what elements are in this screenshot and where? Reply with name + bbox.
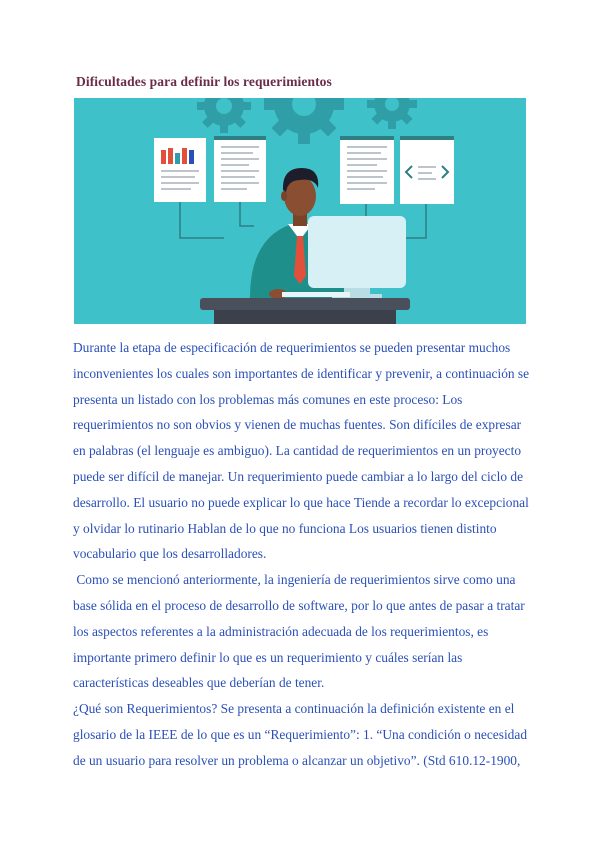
text-line: de un usuario para resolver un problema o alcanzar un objetivo”. (Std 610.12-1900,: [73, 752, 521, 768]
text-line: Como se mencionó anteriormente, la ingeniería de requerimientos sirve como una: [73, 572, 516, 588]
developer-illustration: [74, 98, 526, 324]
text-line: ¿Qué son Requerimientos? Se presenta a continuación la definición existente en el: [73, 701, 515, 717]
text-document-icon: [340, 136, 394, 204]
text-line: en palabras (el lenguaje es ambiguo). La cantidad de requerimientos en un proyecto: [73, 443, 522, 459]
text-line: puede ser difícil de manejar. Un requerimiento puede cambiar a lo largo del ciclo de: [73, 468, 524, 484]
text-line: base sólida en el proceso de desarrollo de software, por lo que antes de pasar a tratar: [73, 597, 525, 613]
text-line: requerimientos no son obvios y vienen de muchas fuentes. Son difíciles de expresar: [73, 417, 522, 433]
text-line: y olvidar lo rutinario Hablan de lo que no funciona Los usuarios tienen distinto: [73, 520, 497, 536]
text-document-icon: [214, 136, 266, 202]
text-line: inconvenientes los cuales son importantes de identificar y prevenir, a continuación se: [73, 365, 530, 381]
text-line: Durante la etapa de especificación de requerimientos se pueden presentar muchos: [73, 340, 511, 355]
text-line: desarrollo. El usuario no puede explicar lo que hace Tiende a recordar lo excepcional: [73, 494, 529, 510]
text-line: los aspectos referentes a la administración adecuada de los requerimientos, es: [73, 623, 489, 639]
text-line: glosario de la IEEE de lo que es un “Requerimiento”: 1. “Una condición o necesidad: [73, 726, 528, 742]
code-document-icon: [400, 136, 454, 204]
document-heading: Dificultades para definir los requerimientos: [76, 74, 332, 89]
chart-document-icon: [154, 138, 206, 202]
text-line: presenta un listado con los problemas más comunes en este proceso: Los: [73, 391, 463, 407]
text-line: vocabulario que los desarrolladores.: [73, 546, 267, 562]
text-line: características deseables que deberían de tener.: [73, 675, 325, 691]
body-text: [73, 335, 533, 774]
desk: [200, 298, 410, 324]
text-line: importante primero definir lo que es un requerimiento y cuáles serían las: [73, 649, 463, 665]
